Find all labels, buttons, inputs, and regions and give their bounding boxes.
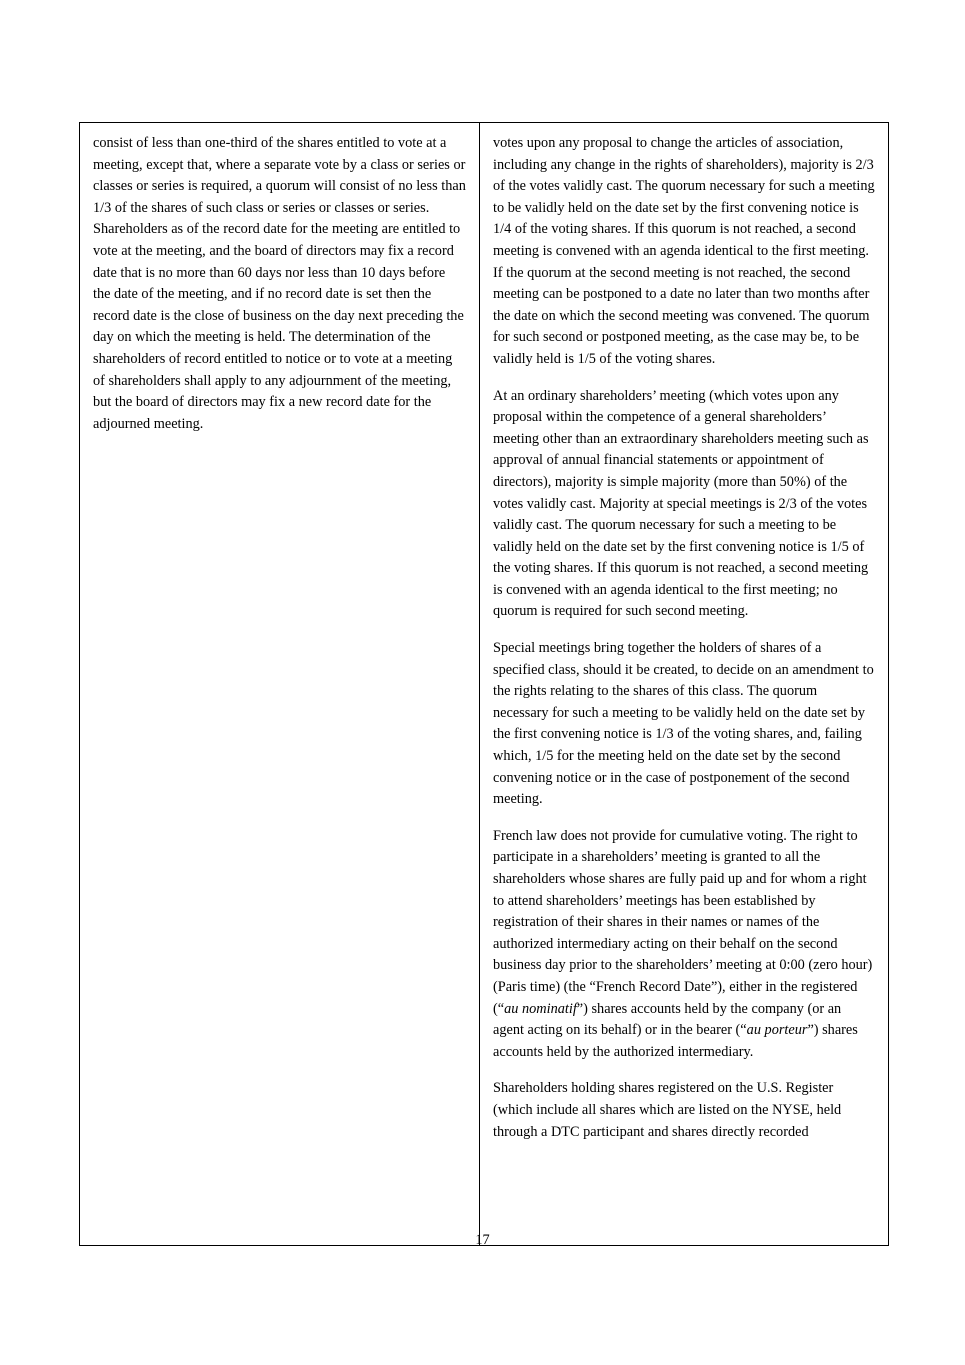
paragraph: Shareholders holding shares registered on the U.S. Register (which include all shares which are listed on the NYSE, held through a DTC participant and shares directly recorded	[493, 1080, 842, 1140]
italic-term-au-porteur: au porteur	[746, 1022, 808, 1039]
paragraph: votes upon any proposal to change the articles of association, including any change in the rights of shareholders), majority is 2/3 of the votes validly cast. The quorum necessary for such a meeting to be validly held on the date set by the first convening notice is 1/4 of the voting shares. If this quorum is not reached, a second meeting is convened with an agenda identical to the first meeting. If the quorum at the second meeting is not reached, the second meeting can be postponed to a date no later than two months after the date on which the second meeting was convened. The quorum for such second or postponed meeting, as the case may be, to be validly held is 1/5 of the voting shares.	[493, 135, 875, 367]
comparison-table	[79, 122, 889, 1246]
table-row	[80, 123, 889, 1246]
paragraph: At an ordinary shareholders’ meeting (which votes upon any proposal within the competence of a general shareholders’ meeting other than an extraordinary shareholders meeting such as approval of annual financial statements or appointment of directors), majority is simple majority (more than 50%) of the votes validly cast. Majority at special meetings is 2/3 of the votes validly cast. The quorum necessary for such a meeting to be validly held on the date set by the first convening notice is 1/5 of the voting shares. If this quorum is not reached, a second meeting is convened with an agenda identical to the first meeting; no quorum is required for such second meeting.	[493, 387, 869, 620]
page-number: 17	[475, 1232, 490, 1248]
right-column-content	[493, 133, 875, 1233]
paragraph-french-law	[493, 826, 875, 1064]
left-column-content	[93, 133, 466, 1233]
paragraph: Special meetings bring together the holders of shares of a specified class, should it be created, to decide on an amendment to the rights relating to the shares of this class. The quorum necessary for such a meeting to be validly held on the date set by the first convening notice is 1/3 of the voting shares, and, failing which, 1/5 for the meeting held on the date set by the second convening notice or in the case of postponement of the second meeting.	[493, 640, 874, 808]
text-segment: ”) shares accounts held by the company (or an agent acting on its behalf) or in the bearer (“	[493, 1000, 842, 1039]
text-segment: French law does not provide for cumulative voting. The right to participate in a shareholders’ meeting is granted to all the shareholders whose shares are fully paid up and for whom a right to attend shareholders’ meetings has been established by registration of their shares in their names or names of the authorized intermediary acting on their behalf on the second business day prior to the shareholders’ meeting at 0:00 (zero hour) (Paris time) (the “French Record Date”), either in the registered (“	[493, 827, 873, 1017]
text-segment: ”) shares accounts held by the authorized intermediary.	[493, 1022, 858, 1060]
table-cell-left	[80, 123, 480, 1246]
table-cell-right	[480, 123, 889, 1246]
paragraph: consist of less than one-third of the shares entitled to vote at a meeting, except that, where a separate vote by a class or series or classes or series is required, a quorum will consist of no less than 1/3 of the shares of such class or series or classes or series. Shareholders as of the record date for the meeting are entitled to vote at the meeting, and the board of directors may fix a record date that is no more than 60 days nor less than 10 days before the date of the meeting, and if no record date is set then the record date is the close of business on the day next preceding the day on which the meeting is held. The determination of the shareholders of record entitled to notice or to vote at a meeting of shareholders shall apply to any adjournment of the meeting, but the board of directors may fix a new record date for the adjourned meeting.	[93, 135, 466, 432]
comparison-table-container	[79, 122, 888, 1246]
italic-term-au-nominatif: au nominatif	[504, 1000, 577, 1017]
